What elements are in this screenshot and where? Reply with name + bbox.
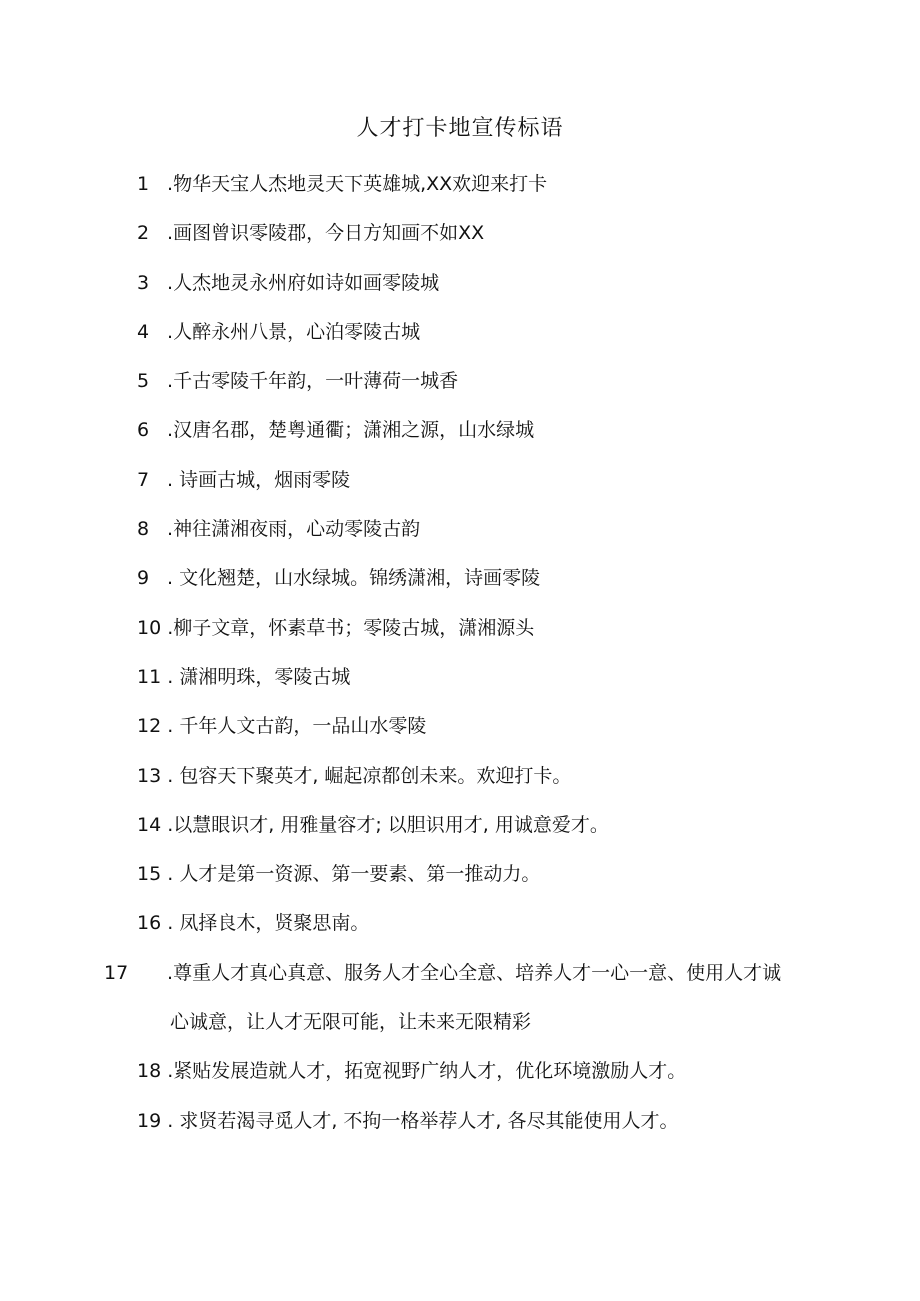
item-number: 17 (104, 961, 129, 984)
item-number: 2 (137, 222, 150, 245)
item-text: . 诗画古城，烟雨零陵 (167, 468, 351, 491)
item-text: .画图曾识零陵郡，今日方知画不如XX (167, 222, 485, 245)
list-item (137, 357, 797, 406)
item-number: 3 (137, 271, 150, 294)
item-text: .以慧眼识才, 用雅量容才; 以胆识用才, 用诚意爱才。 (167, 813, 609, 836)
item-text: . 包容天下聚英才, 崛起凉都创未来。欢迎打卡。 (167, 764, 572, 787)
item-text: .千古零陵千年韵，一叶薄荷一城香 (167, 370, 459, 393)
list-item (137, 308, 797, 357)
list-item (137, 259, 797, 308)
item-number: 7 (137, 468, 150, 491)
item-text: .柳子文章，怀素草书；零陵古城，潇湘源头 (167, 616, 535, 639)
item-number: 11 (137, 665, 162, 688)
item-number: 9 (137, 567, 150, 590)
item-number: 5 (137, 370, 150, 393)
item-number: 19 (137, 1109, 162, 1132)
item-number: 4 (137, 320, 150, 343)
list-item (137, 456, 797, 505)
list-item (104, 949, 797, 1048)
item-text: .汉唐名郡，楚粤通衢；潇湘之源，山水绿城 (167, 419, 535, 442)
item-text: . 潇湘明珠，零陵古城 (167, 665, 351, 688)
item-text: .人杰地灵永州府如诗如画零陵城 (167, 271, 440, 294)
list-item (137, 1047, 797, 1096)
item-text: .人醉永州八景，心泊零陵古城 (167, 320, 421, 343)
item-number: 8 (137, 518, 150, 541)
item-number: 12 (137, 715, 162, 738)
list-item (137, 505, 797, 554)
list-item (137, 801, 797, 850)
item-number: 6 (137, 419, 150, 442)
item-text: .紧贴发展造就人才，拓宽视野广纳人才，优化环境激励人才。 (167, 1060, 687, 1083)
list-item (137, 406, 797, 455)
list-item (137, 899, 797, 948)
list-item (137, 653, 797, 702)
item-text: .物华天宝人杰地灵天下英雄城,XX欢迎来打卡 (167, 173, 548, 195)
item-number: 10 (137, 616, 162, 639)
item-text: . 凤择良木，贤聚思南。 (167, 912, 370, 935)
item-text: . 人才是第一资源、第一要素、第一推动力。 (167, 863, 541, 886)
list-item (137, 554, 797, 603)
list-item (137, 702, 797, 751)
item-number: 13 (137, 764, 162, 787)
item-text: . 求贤若渴寻觅人才, 不拘一格举荐人才, 各尽其能使用人才。 (167, 1109, 679, 1132)
list-item (137, 604, 797, 653)
list-item (137, 209, 797, 258)
list-item (137, 752, 797, 801)
item-number: 16 (137, 912, 162, 935)
item-text: .尊重人才真心真意、服务人才全心全意、培养人才一心一意、使用人才诚心诚意，让人才无限可能，让未来无限精彩 (167, 961, 782, 1034)
item-number: 14 (137, 813, 162, 836)
document-title: 人才打卡地宣传标语 (356, 116, 564, 141)
item-text: . 文化翘楚，山水绿城。锦绣潇湘，诗画零陵 (167, 567, 541, 590)
item-number: 1 (137, 173, 150, 195)
item-number: 18 (137, 1060, 162, 1083)
item-text: .神往潇湘夜雨，心动零陵古韵 (167, 518, 421, 541)
slogan-list (104, 160, 797, 1146)
list-item (137, 1097, 797, 1146)
list-item (137, 160, 797, 209)
item-text: . 千年人文古韵，一品山水零陵 (167, 715, 427, 738)
item-number: 15 (137, 863, 162, 886)
list-item (137, 850, 797, 899)
